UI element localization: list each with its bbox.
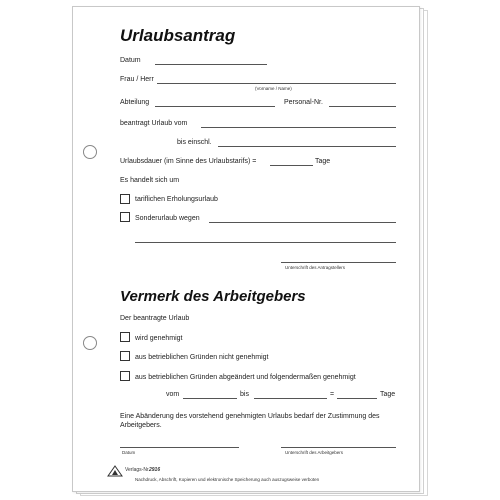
personal-nr-label: Personal-Nr. [284,99,323,106]
tage-label: Tage [315,158,331,165]
verlag-nr: 2916 [149,467,161,473]
name-hint: (Vorname / Name) [255,86,292,91]
form-pad [72,6,426,494]
datum-label: Datum [120,57,141,64]
equals-label: = [330,391,335,398]
genehmigt-label: wird genehmigt [135,335,183,342]
frau-herr-label: Frau / Herr [120,76,154,83]
tariflich-label: tariflichen Erholungsurlaub [135,196,218,203]
abgeaendert-checkbox[interactable] [120,371,130,381]
form-sheet [72,6,420,492]
abteilung-label: Abteilung [120,99,150,106]
vermerk-tage-field[interactable] [337,398,377,399]
bis-label: bis [240,391,249,398]
vermerk-datum-field[interactable] [120,447,239,448]
sonderurlaub-reason-field[interactable] [209,222,396,223]
urlaub-bis-field[interactable] [218,146,396,147]
arbeitgeber-signature-label: Unterschrift des Arbeitgebers [285,450,344,455]
sonderurlaub-checkbox[interactable] [120,212,130,222]
vermerk-datum-label: Datum [122,450,136,455]
punch-hole-icon [83,145,97,159]
antragsteller-signature-label: Unterschrift des Antragstellers [285,265,346,270]
tariflich-checkbox[interactable] [120,194,130,204]
vermerk-title: Vermerk des Arbeitgebers [120,288,306,305]
vom-label: vom [166,391,180,398]
es-handelt-label: Es handelt sich um [120,177,180,184]
antragsteller-signature-field[interactable] [281,262,396,263]
publisher-logo-icon [107,465,123,477]
arbeitgeber-signature-field[interactable] [281,447,396,448]
copyright-notice: Nachdruck, Abschrift, Kopieren und elektronische Speicherung auch auszugsweise verboten [135,477,320,482]
vermerk-tage-label: Tage [380,391,396,398]
sonderurlaub-label: Sonderurlaub wegen [135,215,200,222]
vermerk-intro: Der beantragte Urlaub [120,315,190,322]
punch-hole-icon [83,336,97,350]
urlaubsdauer-label: Urlaubsdauer (im Sinne des Urlaubstarifs) = [120,158,257,165]
vermerk-vom-field[interactable] [183,398,237,399]
abgeaendert-label: aus betrieblichen Gründen abgeändert und folgendermaßen genehmigt [135,374,356,381]
vermerk-note: Eine Abänderung des vorstehend genehmigten Urlaubs bedarf der Zustimmung des Arbeitgebers. [120,413,380,429]
vermerk-bis-field[interactable] [254,398,327,399]
bis-einschl-label: bis einschl. [177,139,212,146]
genehmigt-checkbox[interactable] [120,332,130,342]
nicht-genehmigt-label: aus betrieblichen Gründen nicht genehmigt [135,354,269,361]
verlag-label: Verlags-Nr. [125,467,150,473]
sonderurlaub-reason-field-2[interactable] [135,242,396,243]
nicht-genehmigt-checkbox[interactable] [120,351,130,361]
form-title: Urlaubsantrag [120,26,236,45]
datum-field[interactable] [155,64,267,65]
beantragt-label: beantragt Urlaub vom [120,120,188,127]
urlaub-vom-field[interactable] [201,127,396,128]
name-field[interactable] [157,83,396,84]
personal-nr-field[interactable] [329,106,396,107]
abteilung-field[interactable] [155,106,275,107]
urlaubsdauer-field[interactable] [270,165,313,166]
